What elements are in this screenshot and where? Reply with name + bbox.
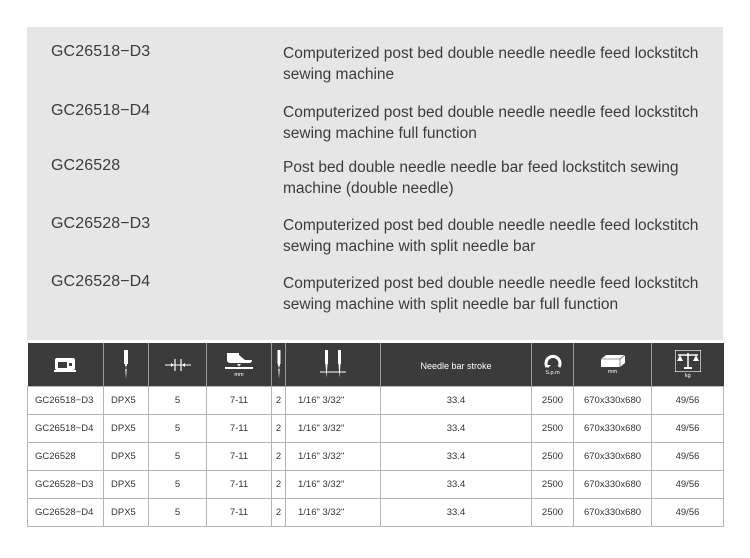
model-code: GC26528: [51, 157, 121, 174]
cell-needles: 2: [272, 415, 286, 443]
cell-stitch: 5: [149, 415, 207, 443]
cell-needles: 2: [272, 443, 286, 471]
cell-stroke: 33.4: [381, 415, 532, 443]
header-model: [28, 343, 104, 387]
header-needle-count: [272, 343, 286, 387]
stitch-length-icon: [165, 357, 191, 373]
presser-foot-lift-icon: [225, 351, 253, 371]
model-description: Computerized post bed double needle needle feed lockstitch sewing machine: [283, 45, 699, 83]
cell-speed: 2500: [532, 443, 574, 471]
cell-stroke: 33.4: [381, 471, 532, 499]
cell-speed: 2500: [532, 499, 574, 527]
cell-model: GC26528: [28, 443, 104, 471]
cell-needles: 2: [272, 471, 286, 499]
header-weight: [652, 343, 724, 387]
cell-lift: 7-11: [207, 387, 272, 415]
cell-needle: DPX5: [104, 387, 149, 415]
cell-speed: 2500: [532, 387, 574, 415]
cell-gauge: 1/16" 3/32": [286, 443, 381, 471]
cell-gauge: 1/16" 3/32": [286, 499, 381, 527]
package-box-icon: [600, 354, 626, 368]
model-code: GC26518−D4: [51, 102, 151, 119]
model-code: GC26528−D4: [51, 273, 151, 290]
model-description: Computerized post bed double needle needle feed lockstitch sewing machine with split needle bar full function: [283, 275, 699, 313]
cell-stroke: 33.4: [381, 443, 532, 471]
cell-needle: DPX5: [104, 499, 149, 527]
weighing-scale-icon: [675, 350, 701, 372]
model-description: Computerized post bed double needle needle feed lockstitch sewing machine full function: [283, 104, 699, 142]
header-size: [574, 343, 652, 387]
model-code: GC26528−D3: [51, 215, 151, 232]
model-description: Computerized post bed double needle needle feed lockstitch sewing machine with split needle bar: [283, 217, 699, 255]
cell-size: 670x330x680: [574, 443, 652, 471]
header-needle-bar-stroke: [381, 343, 532, 387]
cell-gauge: 1/16" 3/32": [286, 471, 381, 499]
cell-lift: 7-11: [207, 415, 272, 443]
needle-gauge-icon: [319, 350, 347, 380]
model-list: [27, 27, 723, 340]
cell-gauge: 1/16" 3/32": [286, 415, 381, 443]
cell-lift: 7-11: [207, 499, 272, 527]
cell-needle: DPX5: [104, 471, 149, 499]
cell-stitch: 5: [149, 499, 207, 527]
cell-model: GC26518−D3: [28, 387, 104, 415]
model-description: Post bed double needle needle bar feed lockstitch sewing machine (double needle): [283, 159, 679, 197]
speed-gauge-icon: [544, 353, 562, 369]
cell-gauge: 1/16" 3/32": [286, 387, 381, 415]
cell-stroke: 33.4: [381, 387, 532, 415]
size-unit: mm: [607, 369, 618, 375]
weight-unit: kg: [684, 373, 691, 379]
header-needle-gauge: [286, 343, 381, 387]
sewing-machine-icon: [54, 357, 76, 373]
table-row: [28, 415, 724, 443]
cell-model: GC26528−D4: [28, 499, 104, 527]
cell-lift: 7-11: [207, 471, 272, 499]
table-row: [28, 499, 724, 527]
needle-bar-stroke-label: Needle bar stroke: [420, 360, 492, 371]
speed-unit: S.p.m: [545, 370, 560, 376]
cell-weight: 49/56: [652, 415, 724, 443]
cell-weight: 49/56: [652, 499, 724, 527]
cell-model: GC26528−D3: [28, 471, 104, 499]
cell-size: 670x330x680: [574, 387, 652, 415]
needle-count-icon: [276, 350, 282, 380]
cell-size: 670x330x680: [574, 471, 652, 499]
cell-stitch: 5: [149, 443, 207, 471]
cell-stroke: 33.4: [381, 499, 532, 527]
cell-needles: 2: [272, 387, 286, 415]
table-header-row: [28, 343, 724, 387]
needle-icon: [122, 350, 130, 380]
cell-model: GC26518−D4: [28, 415, 104, 443]
table-row: [28, 387, 724, 415]
cell-speed: 2500: [532, 471, 574, 499]
lift-unit: mm: [234, 372, 244, 378]
cell-needle: DPX5: [104, 415, 149, 443]
cell-size: 670x330x680: [574, 415, 652, 443]
cell-needle: DPX5: [104, 443, 149, 471]
header-presser-foot-lift: [207, 343, 272, 387]
cell-weight: 49/56: [652, 443, 724, 471]
header-needle: [104, 343, 149, 387]
cell-stitch: 5: [149, 471, 207, 499]
header-speed: [532, 343, 574, 387]
cell-needles: 2: [272, 499, 286, 527]
table-row: [28, 471, 724, 499]
cell-weight: 49/56: [652, 387, 724, 415]
cell-stitch: 5: [149, 387, 207, 415]
cell-lift: 7-11: [207, 443, 272, 471]
cell-size: 670x330x680: [574, 499, 652, 527]
cell-speed: 2500: [532, 415, 574, 443]
spec-table: [27, 343, 724, 527]
cell-weight: 49/56: [652, 471, 724, 499]
table-row: [28, 443, 724, 471]
model-code: GC26518−D3: [51, 43, 151, 60]
header-stitch-length: [149, 343, 207, 387]
